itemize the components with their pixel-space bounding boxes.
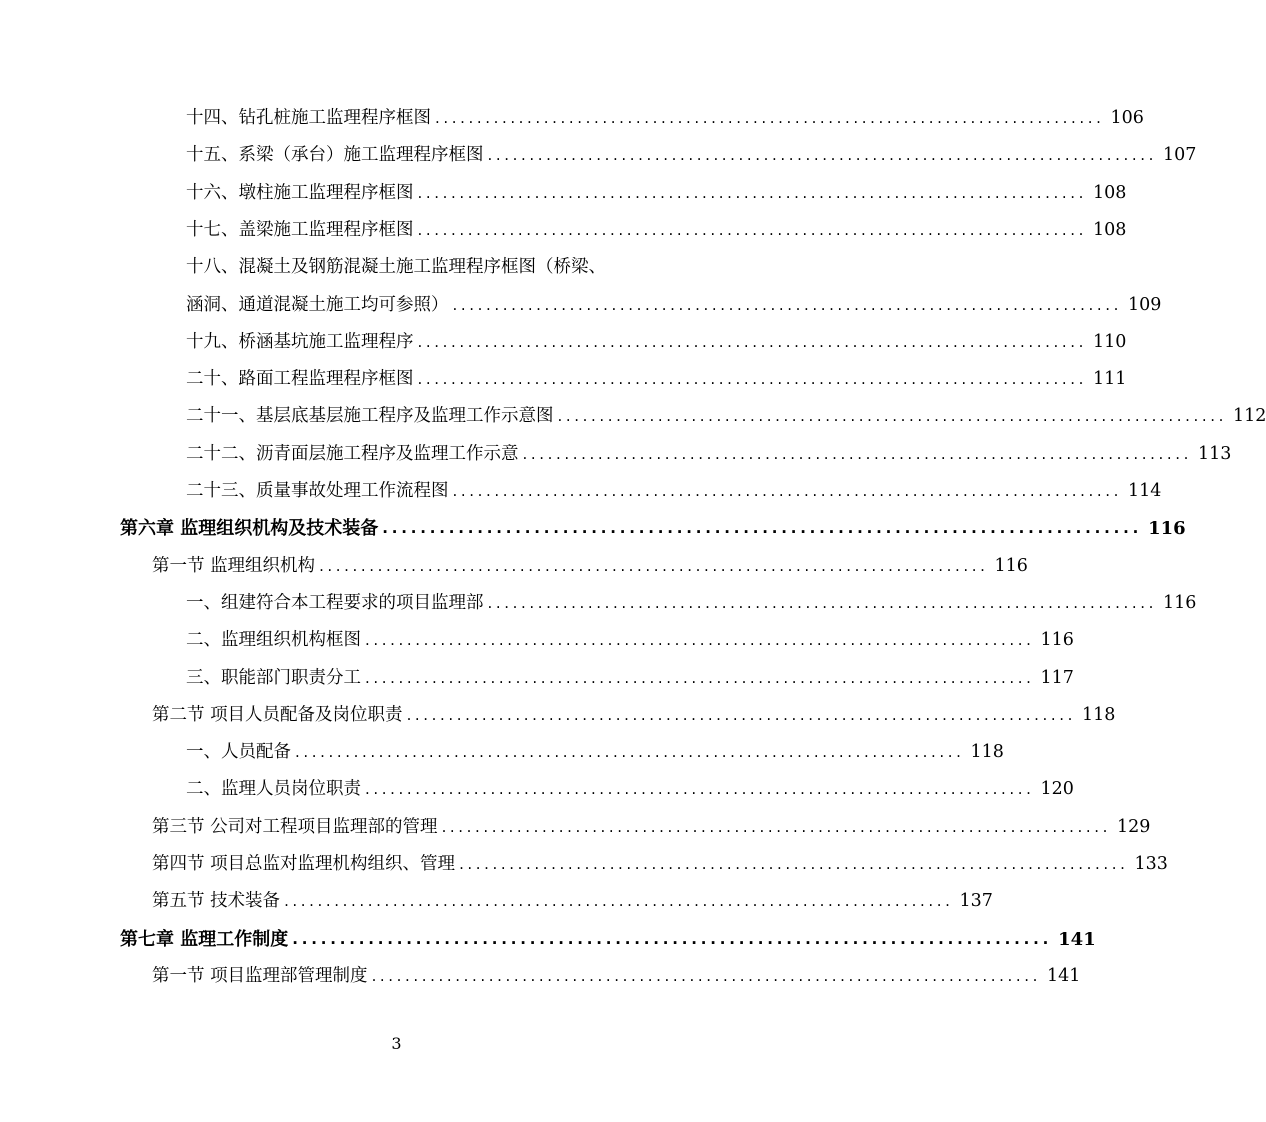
toc-entry-section[interactable] bbox=[152, 883, 993, 920]
toc-entry-page-number: 116 bbox=[1040, 630, 1074, 651]
toc-entry-sub[interactable] bbox=[186, 100, 1144, 137]
toc-entry-title: 第五节 技术装备 bbox=[152, 891, 281, 912]
toc-entry-page-number: 137 bbox=[959, 891, 993, 912]
toc-entry-sub[interactable] bbox=[186, 137, 1197, 174]
toc-entry-page-number: 112 bbox=[1232, 406, 1266, 427]
toc-leader-dots: ................................................................................ bbox=[382, 519, 1143, 538]
toc-leader-dots: ................................................................................ bbox=[365, 668, 1035, 687]
toc-entry-page-number: 117 bbox=[1040, 667, 1074, 688]
toc-entry-page-number: 108 bbox=[1092, 182, 1127, 203]
toc-leader-dots: ................................................................................ bbox=[417, 370, 1087, 389]
toc-entry-sub[interactable] bbox=[186, 473, 1162, 510]
toc-leader-dots: ................................................................................ bbox=[441, 817, 1112, 836]
toc-entry-section[interactable] bbox=[152, 846, 1168, 883]
toc-entry-page-number: 111 bbox=[1092, 369, 1127, 390]
toc-entry-page-number: 133 bbox=[1134, 854, 1168, 874]
toc-entry-title: 一、人员配备 bbox=[186, 742, 291, 763]
toc-entry-title: 二十、路面工程监理程序框图 bbox=[186, 369, 414, 390]
toc-leader-dots: ................................................................................ bbox=[406, 705, 1077, 724]
toc-entry-title: 十六、墩柱施工监理程序框图 bbox=[186, 182, 414, 203]
toc-entry-title: 三、职能部门职责分工 bbox=[186, 667, 361, 688]
toc-entry-title: 二十二、沥青面层施工程序及监理工作示意 bbox=[186, 443, 519, 464]
toc-leader-dots: ................................................................................ bbox=[365, 631, 1035, 650]
toc-entry-chapter[interactable] bbox=[120, 510, 1186, 547]
toc-entry-sub[interactable] bbox=[186, 361, 1127, 398]
toc-entry-section[interactable] bbox=[152, 809, 1151, 846]
toc-entry-title: 十七、盖梁施工监理程序框图 bbox=[186, 219, 414, 240]
toc-leader-dots: ................................................................................ bbox=[417, 220, 1087, 239]
toc-entry-page-number: 116 bbox=[994, 555, 1028, 576]
toc-entry-title: 涵洞、通道混凝土施工均可参照） bbox=[186, 294, 449, 315]
toc-leader-dots: ................................................................................ bbox=[487, 593, 1157, 612]
toc-leader-dots: ................................................................................ bbox=[284, 892, 954, 911]
toc-entry-page-number: 109 bbox=[1127, 294, 1162, 315]
toc-entry-page-number: 107 bbox=[1162, 145, 1197, 166]
toc-entry-page-number: 113 bbox=[1197, 443, 1232, 464]
toc-leader-dots: ................................................................................ bbox=[292, 929, 1053, 948]
toc-leader-dots: ................................................................................ bbox=[365, 780, 1035, 799]
toc-leader-dots: ................................................................................ bbox=[295, 743, 965, 762]
toc-entry-sub[interactable] bbox=[186, 398, 1266, 435]
toc-entry-page-number: 106 bbox=[1110, 108, 1144, 128]
toc-entry-title: 二、监理人员岗位职责 bbox=[186, 779, 361, 800]
toc-entry-page-number: 116 bbox=[1162, 592, 1197, 613]
toc-entry-sub[interactable] bbox=[186, 249, 672, 286]
toc-leader-dots: ................................................................................ bbox=[435, 109, 1105, 127]
toc-entry-page-number: 141 bbox=[1058, 928, 1096, 950]
toc-entry-section[interactable] bbox=[152, 958, 1081, 995]
toc-entry-sub[interactable] bbox=[186, 734, 1004, 771]
toc-entry-sub[interactable] bbox=[186, 436, 1232, 473]
toc-entry-page-number: 129 bbox=[1117, 816, 1151, 837]
toc-entry-page-number: 114 bbox=[1127, 481, 1162, 501]
toc-entry-title: 一、组建符合本工程要求的项目监理部 bbox=[186, 592, 484, 613]
toc-entry-page-number: 118 bbox=[970, 742, 1004, 763]
toc-entry-title: 二十一、基层底基层施工程序及监理工作示意图 bbox=[186, 406, 554, 427]
toc-entry-title: 第三节 公司对工程项目监理部的管理 bbox=[152, 816, 438, 837]
toc-entry-sub[interactable] bbox=[186, 585, 1197, 622]
toc-entry-title: 二、监理组织机构框图 bbox=[186, 630, 361, 651]
toc-entry-section[interactable] bbox=[152, 697, 1116, 734]
toc-entry-sub[interactable] bbox=[186, 212, 1127, 249]
page-number: 3 bbox=[391, 1034, 402, 1053]
toc-entry-title: 十五、系梁（承台）施工监理程序框图 bbox=[186, 145, 484, 166]
toc-entry-title: 第一节 项目监理部管理制度 bbox=[152, 965, 368, 986]
toc-entry-sub[interactable] bbox=[186, 324, 1127, 361]
toc-leader-dots: ................................................................................ bbox=[522, 444, 1192, 463]
toc-entry-page-number: 118 bbox=[1082, 704, 1116, 725]
toc-entry-title: 二十三、质量事故处理工作流程图 bbox=[186, 481, 449, 501]
toc-leader-dots: ................................................................................ bbox=[417, 183, 1087, 202]
toc-leader-dots: ................................................................................ bbox=[452, 482, 1122, 500]
toc-leader-dots: ................................................................................ bbox=[319, 556, 989, 575]
toc-leader-dots: ................................................................................ bbox=[487, 146, 1157, 165]
toc-entry-title: 第六章 监理组织机构及技术装备 bbox=[120, 518, 379, 540]
toc-leader-dots: ................................................................................ bbox=[417, 332, 1087, 351]
toc-entry-title: 第二节 项目人员配备及岗位职责 bbox=[152, 704, 403, 725]
toc-entry-page-number: 141 bbox=[1047, 965, 1081, 986]
toc-entry-title: 第一节 监理组织机构 bbox=[152, 555, 316, 576]
toc-entry-sub[interactable] bbox=[186, 175, 1127, 212]
toc-entry-title: 第四节 项目总监对监理机构组织、管理 bbox=[152, 854, 456, 874]
toc-entry-page-number: 116 bbox=[1148, 518, 1186, 540]
toc-entry-page-number: 110 bbox=[1092, 331, 1127, 352]
toc-entry-section[interactable] bbox=[152, 548, 1028, 585]
toc-entry-title: 十八、混凝土及钢筋混凝土施工监理程序框图（桥梁、 bbox=[186, 257, 606, 278]
toc-entry-title: 第七章 监理工作制度 bbox=[120, 928, 289, 950]
toc-entry-sub[interactable] bbox=[186, 660, 1074, 697]
toc-leader-dots: ................................................................................ bbox=[459, 855, 1129, 873]
toc-entry-page-number: 120 bbox=[1040, 779, 1074, 800]
toc-leader-dots: ................................................................................ bbox=[557, 407, 1227, 426]
toc-entry-chapter[interactable] bbox=[120, 921, 1096, 958]
toc-entry-page-number: 108 bbox=[1092, 219, 1127, 240]
toc-entry-sub[interactable] bbox=[186, 622, 1074, 659]
toc-entry-title: 十九、桥涵基坑施工监理程序 bbox=[186, 331, 414, 352]
toc-leader-dots: ................................................................................ bbox=[371, 966, 1042, 985]
toc-entry-sub[interactable] bbox=[186, 771, 1074, 808]
toc-entry-title: 十四、钻孔桩施工监理程序框图 bbox=[186, 108, 431, 128]
toc-entry-sub[interactable] bbox=[186, 287, 1162, 324]
toc-leader-dots: ................................................................................ bbox=[452, 295, 1122, 314]
